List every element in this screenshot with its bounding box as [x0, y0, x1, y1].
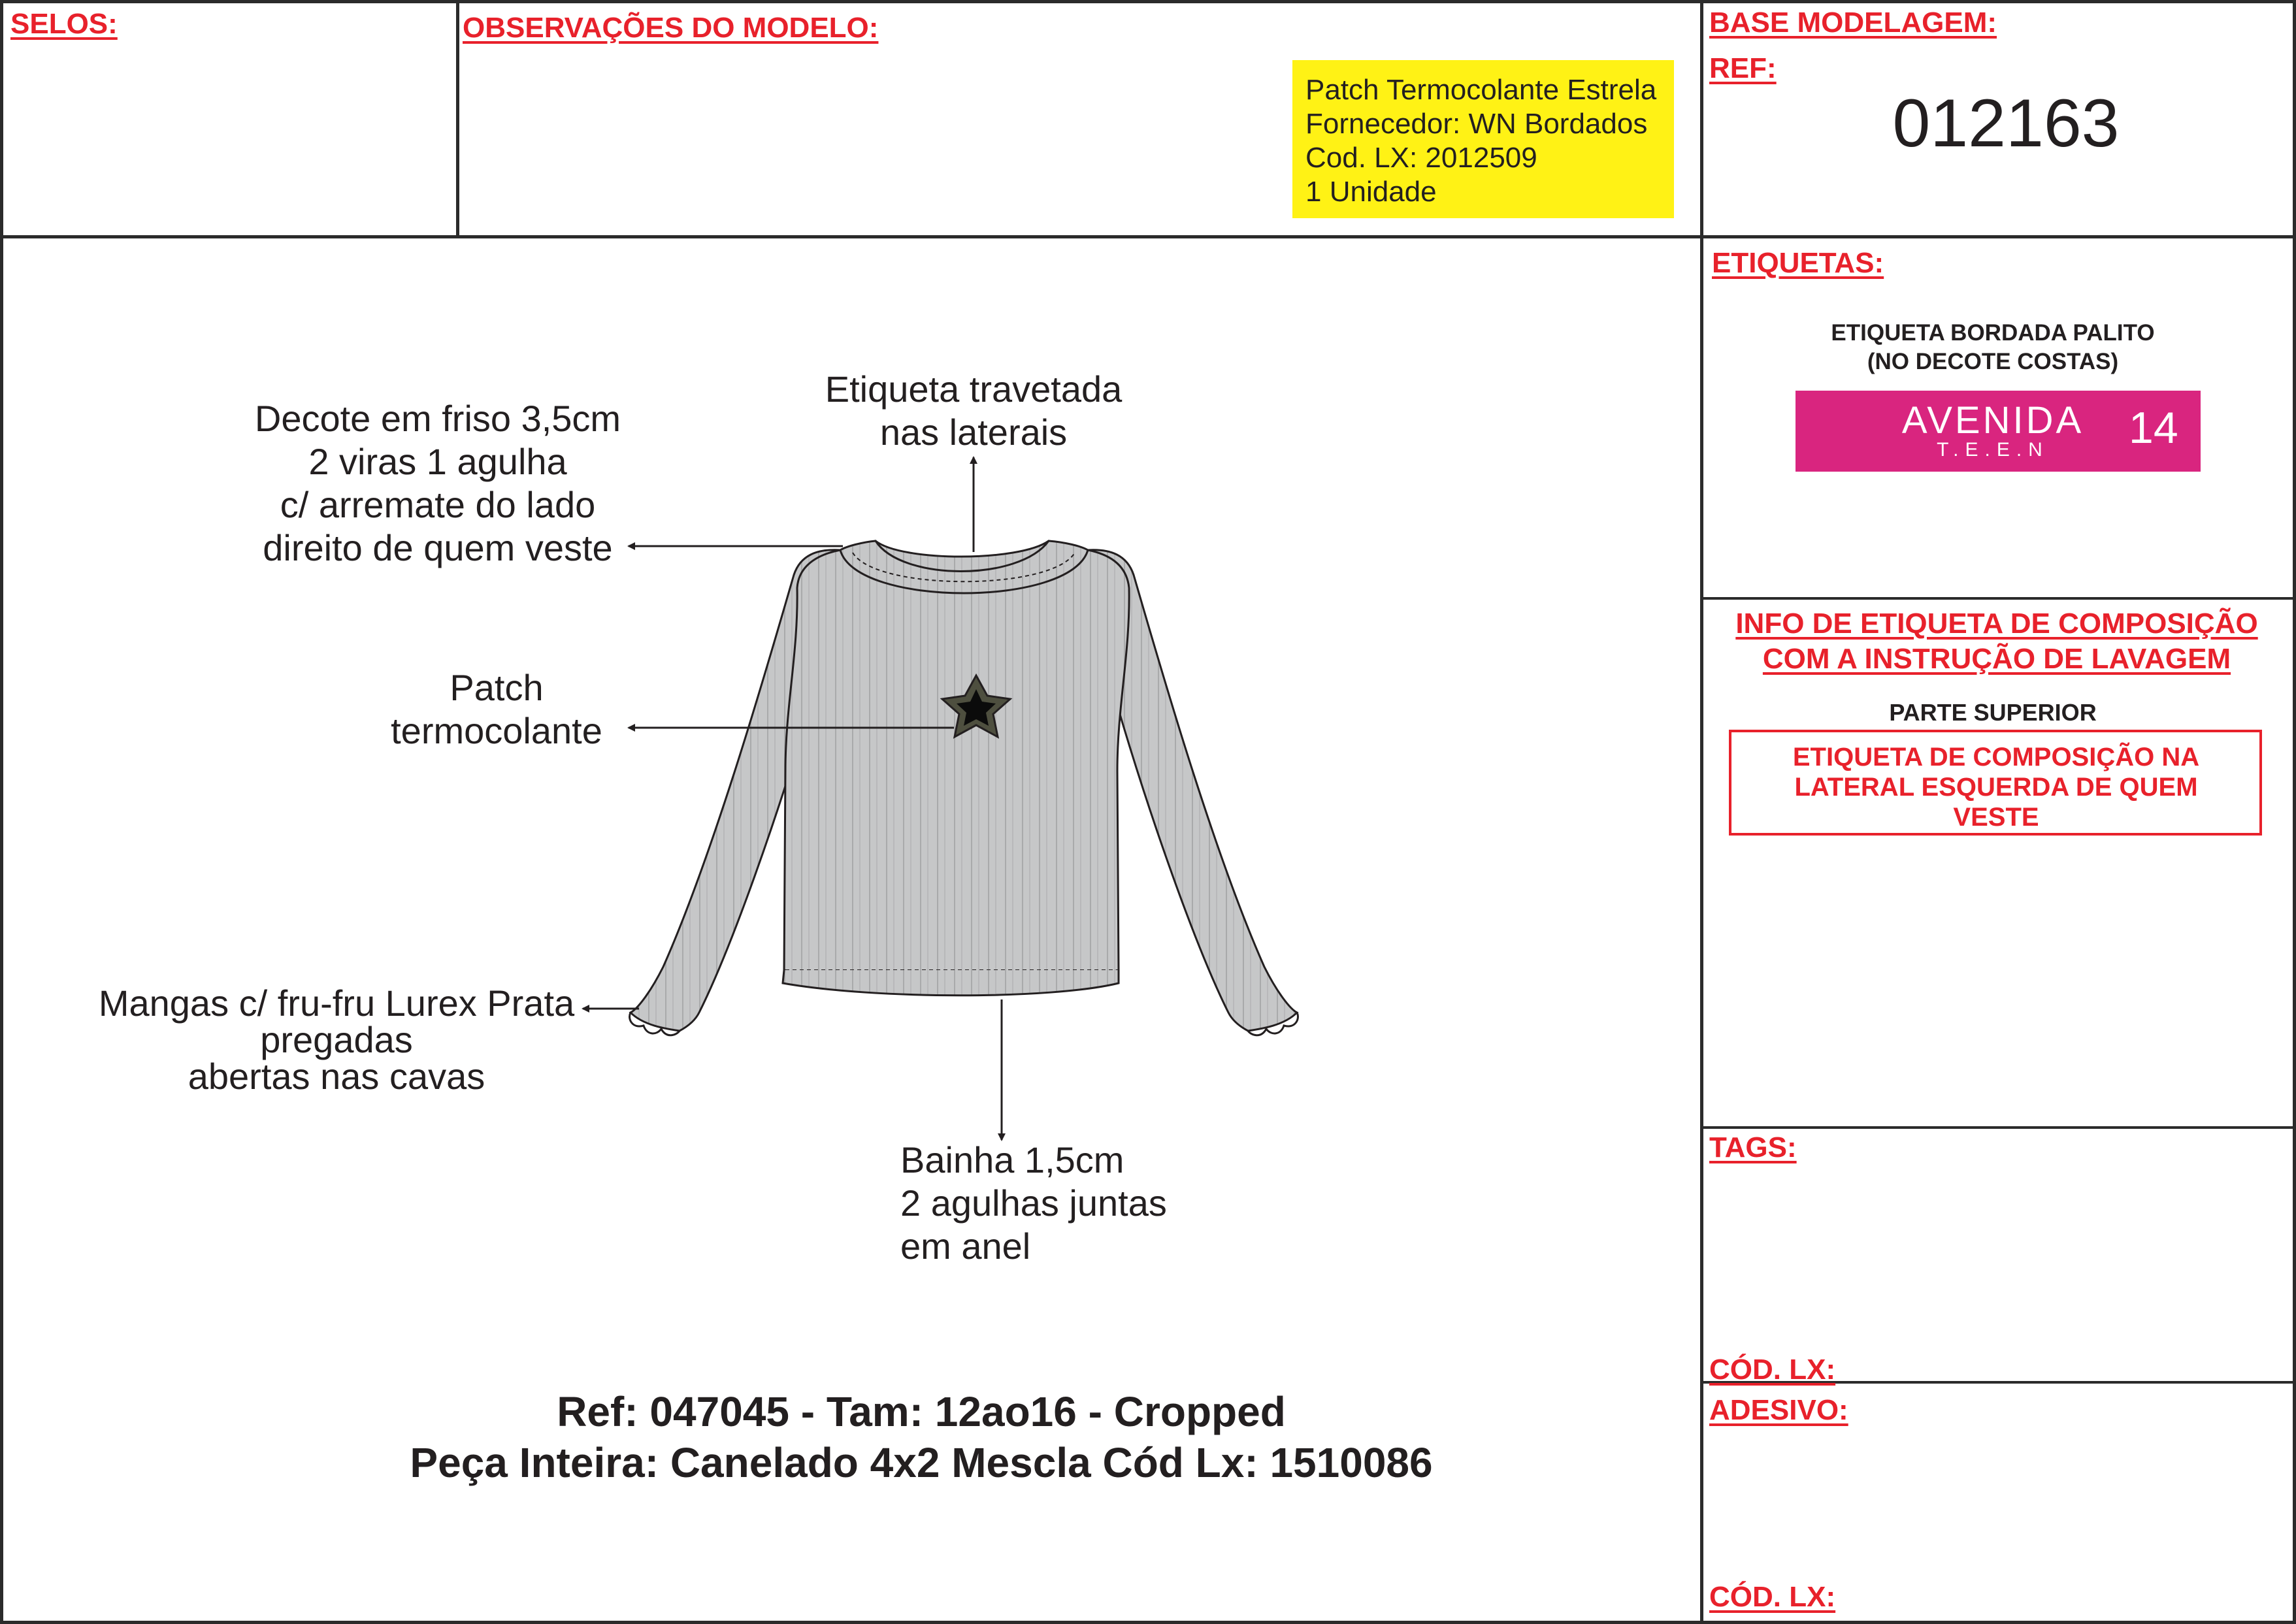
cod-lx-label-2: CÓD. LX:	[1709, 1581, 1836, 1613]
ref-label: REF:	[1709, 52, 1777, 84]
ref-value: 012163	[1892, 86, 2120, 161]
tags-label: TAGS:	[1709, 1131, 1797, 1163]
etiqueta-note: Etiqueta travetada nas laterais	[825, 368, 1123, 453]
bainha-note: Bainha 1,5cm 2 agulhas juntas em anel	[900, 1139, 1167, 1267]
etiquetas-label: ETIQUETAS:	[1712, 247, 1884, 279]
fabric-line: Peça Inteira: Canelado 4x2 Mescla Cód Lx: 1510086	[410, 1439, 1433, 1486]
etiqueta-title: ETIQUETA BORDADA PALITO (NO DECOTE COSTAS)	[1831, 320, 2155, 374]
adesivo-label: ADESIVO:	[1709, 1394, 1848, 1426]
brand-number: 14	[2129, 403, 2178, 453]
base-modelagem-label: BASE MODELAGEM:	[1709, 7, 1997, 39]
patch-note-line: 1 Unidade	[1305, 176, 1437, 208]
composicao-title: INFO DE ETIQUETA DE COMPOSIÇÃO COM A INSTRUÇÃO DE LAVAGEM	[1735, 608, 2258, 675]
garment-body	[784, 541, 1129, 985]
parte-superior: PARTE SUPERIOR	[1889, 699, 2097, 726]
patch-note-line: Patch Termocolante Estrela	[1305, 74, 1657, 106]
reference-line: Ref: 047045 - Tam: 12ao16 - Cropped	[557, 1388, 1286, 1435]
patch-note-line: Cod. LX: 2012509	[1305, 142, 1537, 174]
selos-label: SELOS:	[10, 8, 118, 40]
patch-note-line: Fornecedor: WN Bordados	[1305, 108, 1648, 140]
composicao-text: ETIQUETA DE COMPOSIÇÃO NA LATERAL ESQUERDA DE QUEM VESTE	[1792, 743, 2200, 832]
patch-note-annotation: Patch termocolante	[391, 667, 602, 751]
reference-summary	[261, 1386, 1581, 1488]
brand-name: AVENIDA	[1901, 399, 2084, 442]
brand-sub: T.E.E.N	[1937, 439, 2049, 461]
sidebar-divider-tags	[1701, 1126, 2296, 1129]
observacoes-label: OBSERVAÇÕES DO MODELO:	[463, 12, 879, 44]
sidebar-divider-etiquetas	[1701, 597, 2296, 600]
mangas-note: Mangas c/ fru-fru Lurex Prata pregadas abertas nas cavas	[98, 983, 575, 1097]
decote-note: Decote em friso 3,5cm 2 viras 1 agulha c/ arremate do lado direito de quem veste	[254, 398, 621, 568]
cod-lx-label: CÓD. LX:	[1709, 1354, 1836, 1386]
